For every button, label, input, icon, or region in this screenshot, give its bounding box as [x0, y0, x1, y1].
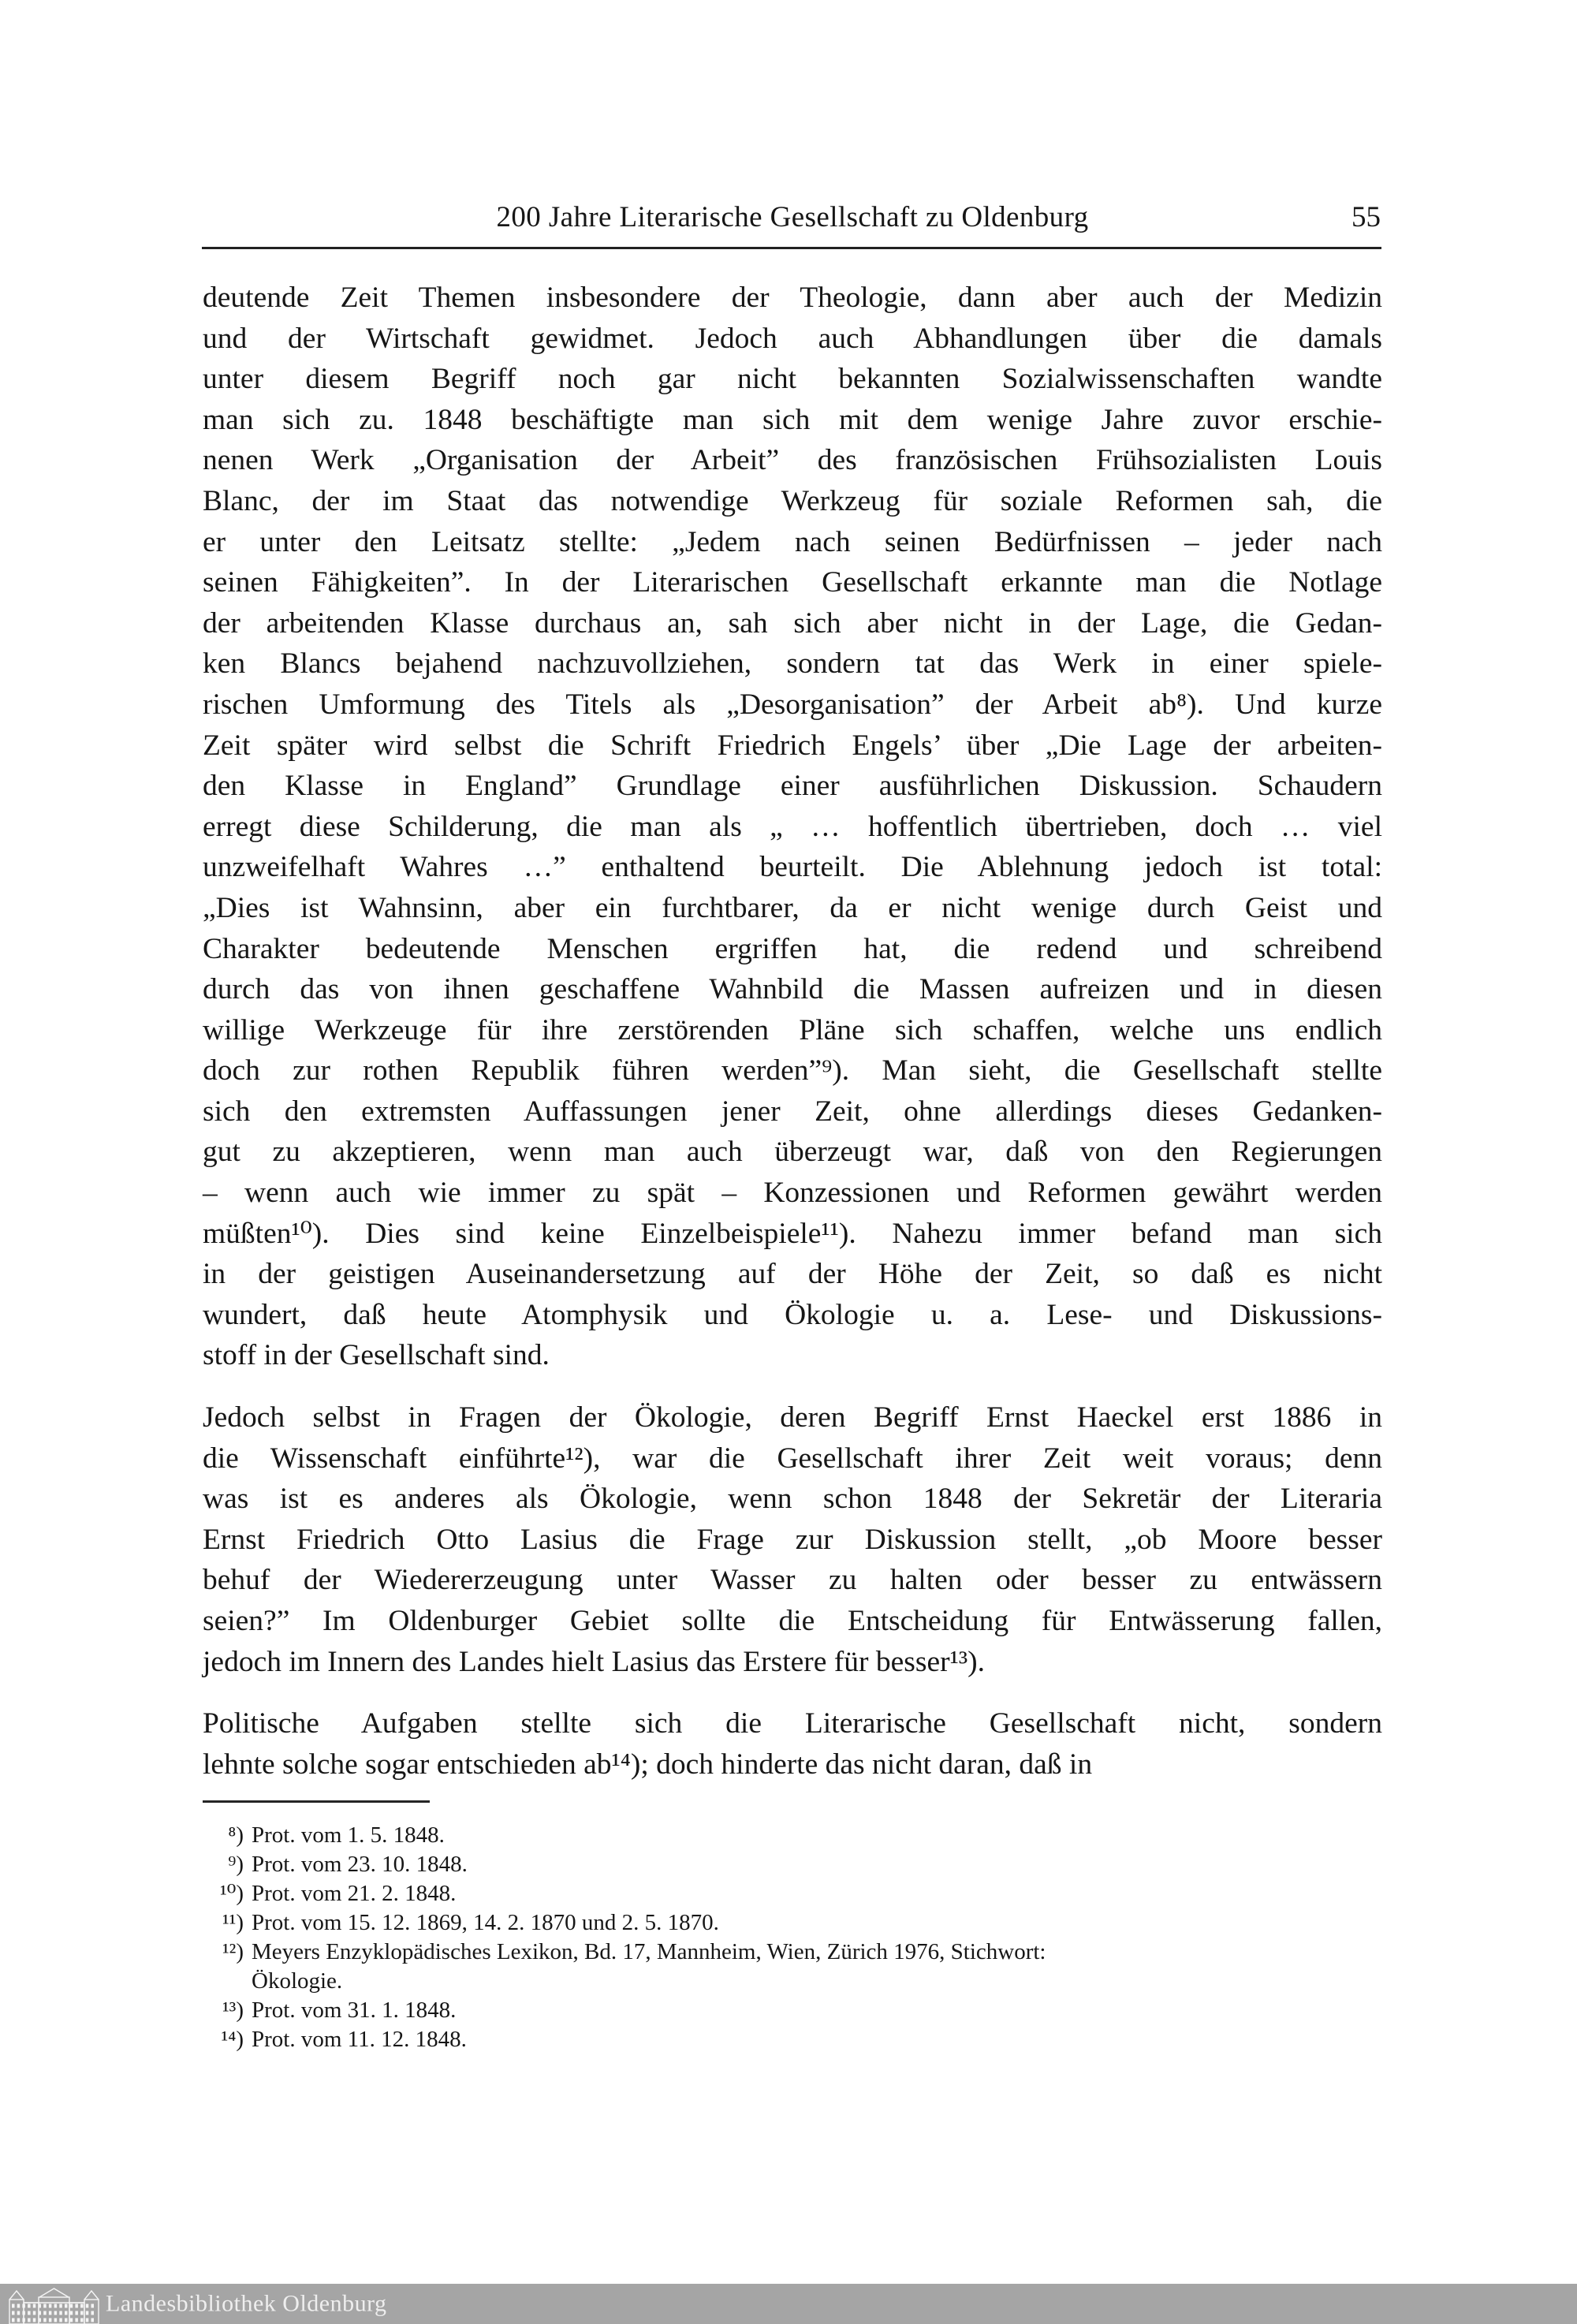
footnote-separator	[203, 1800, 430, 1803]
footnote-text	[244, 1908, 719, 1938]
text-line: jedoch im Innern des Landes hielt Lasius das Erstere für besser¹³).	[203, 1645, 985, 1678]
footnote-line: Prot. vom 1. 5. 1848.	[252, 1822, 445, 1848]
footnote-marker: ¹⁰)	[220, 1881, 244, 1906]
text-line: rischen Umformung des Titels als „Desorganisation” der Arbeit ab⁸). Und kurze	[203, 688, 1382, 721]
text-line: unzweifelhaft Wahres …” enthaltend beurteilt. Die Ablehnung jedoch ist total:	[203, 851, 1382, 884]
footnote-text	[244, 1879, 456, 1908]
text-line: man sich zu. 1848 beschäftigte man sich mit dem wenige Jahre zuvor erschie-	[203, 403, 1382, 436]
footnote-text	[244, 1821, 445, 1850]
text-line: lehnte solche sogar entschieden ab¹⁴); doch hinderte das nicht daran, daß in	[203, 1748, 1093, 1781]
text-line: seien?” Im Oldenburger Gebiet sollte die Entscheidung für Entwässerung fallen,	[203, 1605, 1382, 1637]
footnote	[203, 1879, 1382, 1908]
footnotes	[203, 1821, 1382, 2054]
footnote-line: Prot. vom 23. 10. 1848.	[252, 1852, 468, 1877]
text-line: die Wissenschaft einführte¹²), war die Gesellschaft ihrer Zeit weit voraus; denn	[203, 1442, 1382, 1475]
footnote	[203, 1908, 1382, 1938]
footnote-line: Prot. vom 15. 12. 1869, 14. 2. 1870 und 2. 5. 1870.	[252, 1910, 719, 1935]
footnote-line: Prot. vom 11. 12. 1848.	[252, 2027, 467, 2052]
text-line: in der geistigen Auseinandersetzung auf der Höhe der Zeit, so daß es nicht	[203, 1258, 1382, 1291]
text-line: – wenn auch wie immer zu spät – Konzessionen und Reformen gewährt werden	[203, 1177, 1382, 1210]
footnote	[203, 2025, 1382, 2054]
header-rule	[202, 247, 1381, 249]
text-line: behuf der Wiedererzeugung unter Wasser zu halten oder besser zu entwässern	[203, 1564, 1382, 1597]
text-line: Zeit später wird selbst die Schrift Friedrich Engels’ über „Die Lage der arbeiten-	[203, 729, 1382, 762]
footnote-line: Prot. vom 31. 1. 1848.	[252, 1998, 457, 2023]
page-number: 55	[1351, 201, 1381, 233]
library-band	[0, 2284, 1577, 2324]
footnote-marker: ⁸)	[228, 1822, 244, 1848]
text-line: doch zur rothen Republik führen werden”⁹). Man sieht, die Gesellschaft stellte	[203, 1054, 1382, 1087]
footnote-text	[244, 2025, 467, 2054]
text-line: gut zu akzeptieren, wenn man auch überzeugt war, daß von den Regierungen	[203, 1136, 1382, 1169]
footnote	[203, 1821, 1382, 1850]
footnote-text	[244, 1938, 1046, 1996]
footnote	[203, 1938, 1382, 1996]
footnote-line: Prot. vom 21. 2. 1848.	[252, 1881, 457, 1906]
text-line: Ernst Friedrich Otto Lasius die Frage zur Diskussion stellt, „ob Moore besser	[203, 1523, 1382, 1556]
text-line: sich den extremsten Auffassungen jener Zeit, ohne allerdings dieses Gedanken-	[203, 1095, 1382, 1128]
text-line: „Dies ist Wahnsinn, aber ein furchtbarer, da er nicht wenige durch Geist und	[203, 891, 1382, 924]
footnote-marker: ⁹)	[228, 1852, 244, 1877]
text-line: unter diesem Begriff noch gar nicht bekannten Sozialwissenschaften wandte	[203, 363, 1382, 396]
library-label: Landesbibliothek Oldenburg	[106, 2289, 387, 2316]
body-text	[203, 278, 1382, 1785]
footnote-line: Meyers Enzyklopädisches Lexikon, Bd. 17, Mannheim, Wien, Zürich 1976, Stichwort:	[252, 1939, 1046, 1964]
text-line: ken Blancs bejahend nachzuvollziehen, sondern tat das Werk in einer spiele-	[203, 647, 1382, 681]
text-line: Jedoch selbst in Fragen der Ökologie, deren Begriff Ernst Haeckel erst 1886 in	[203, 1401, 1382, 1434]
text-line: wundert, daß heute Atomphysik und Ökologie u. a. Lese- und Diskussions-	[203, 1298, 1382, 1331]
text-line: deutende Zeit Themen insbesondere der Theologie, dann aber auch der Medizin	[203, 282, 1382, 314]
text-line: Charakter bedeutende Menschen ergriffen hat, die redend und schreibend	[203, 932, 1382, 965]
text-line: willige Werkzeuge für ihre zerstörenden Pläne sich schaffen, welche uns endlich	[203, 1013, 1382, 1046]
text-line: durch das von ihnen geschaffene Wahnbild die Massen aufreizen und in diesen	[203, 973, 1382, 1006]
paragraph	[203, 1703, 1382, 1785]
text-line: nenen Werk „Organisation der Arbeit” des französischen Frühsozialisten Louis	[203, 444, 1382, 477]
text-line: Blanc, der im Staat das notwendige Werkzeug für soziale Reformen sah, die	[203, 484, 1382, 517]
text-line: stoff in der Gesellschaft sind.	[203, 1339, 550, 1372]
footnote	[203, 1996, 1382, 2025]
text-line: seinen Fähigkeiten”. In der Literarischen Gesellschaft erkannte man die Notlage	[203, 566, 1382, 599]
footnote-text	[244, 1996, 456, 2025]
footnote-marker: ¹³)	[222, 1998, 244, 2023]
text-line: was ist es anderes als Ökologie, wenn schon 1848 der Sekretär der Literaria	[203, 1483, 1382, 1516]
paragraph	[203, 1397, 1382, 1682]
text-line: erregt diese Schilderung, die man als „ … hoffentlich übertrieben, doch … viel	[203, 810, 1382, 843]
library-building-icon	[5, 2286, 103, 2324]
text-line: und der Wirtschaft gewidmet. Jedoch auch Abhandlungen über die damals	[203, 322, 1382, 355]
footnote-text	[244, 1850, 468, 1879]
footnote	[203, 1850, 1382, 1879]
text-line: müßten¹⁰). Dies sind keine Einzelbeispiele¹¹). Nahezu immer befand man sich	[203, 1217, 1382, 1250]
running-title: 200 Jahre Literarische Gesellschaft zu Oldenburg	[496, 201, 1089, 233]
text-line: den Klasse in England” Grundlage einer ausführlichen Diskussion. Schaudern	[203, 770, 1382, 803]
footnote-marker: ¹⁴)	[221, 2027, 244, 2052]
text-line: er unter den Leitsatz stellte: „Jedem nach seinen Bedürfnissen – jeder nach	[203, 525, 1382, 558]
footnote-line: Ökologie.	[252, 1968, 343, 1994]
paragraph	[203, 278, 1382, 1376]
page-header	[203, 200, 1382, 238]
footnote-marker: ¹²)	[222, 1939, 244, 1964]
footnote-marker: ¹¹)	[222, 1910, 244, 1935]
text-line: Politische Aufgaben stellte sich die Literarische Gesellschaft nicht, sondern	[203, 1707, 1382, 1740]
text-line: der arbeitenden Klasse durchaus an, sah sich aber nicht in der Lage, die Gedan-	[203, 606, 1382, 640]
